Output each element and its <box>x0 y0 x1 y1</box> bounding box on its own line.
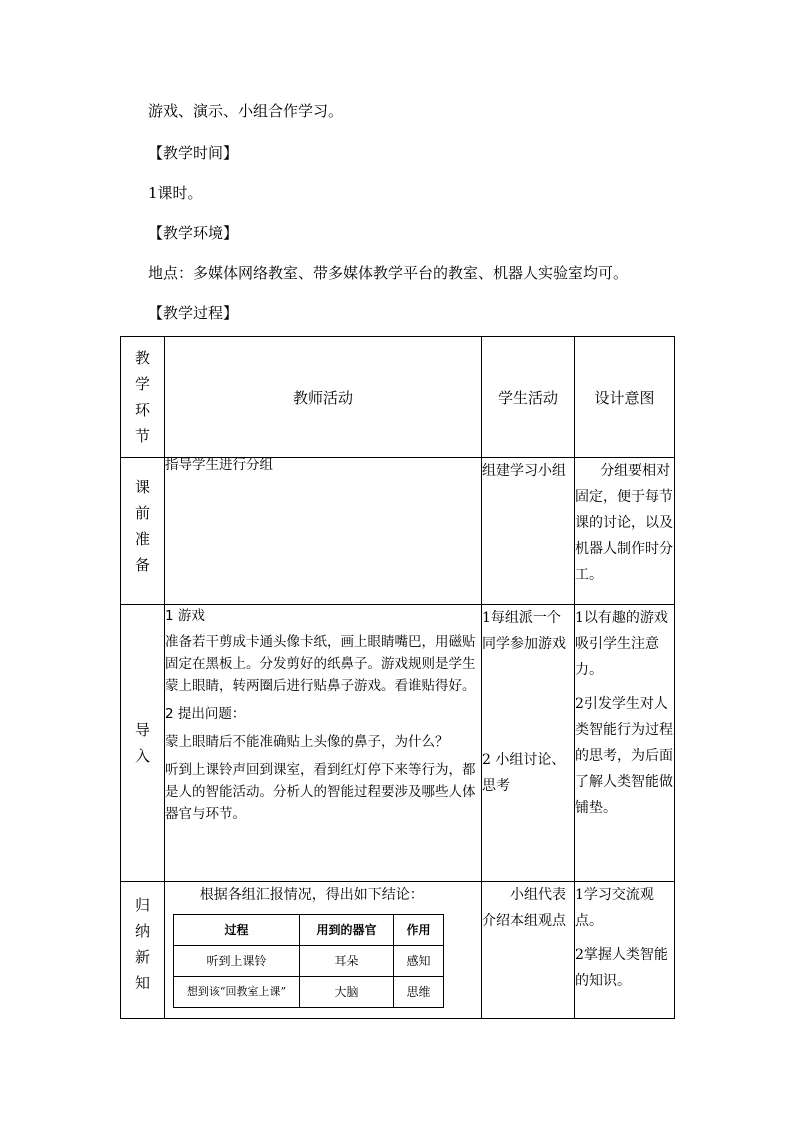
conclusion-cell: 听到上课铃 <box>174 946 300 977</box>
design-intent: 1学习交流观点。 2掌握人类智能的知识。 <box>575 882 675 1019</box>
conclusion-cell: 想到该“回教室上课” <box>174 977 300 1008</box>
stage-cell: 导 入 <box>121 605 165 882</box>
header-stage: 教 学 环 节 <box>121 337 165 458</box>
time-heading: 【教学时间】 <box>148 144 239 162</box>
conclusion-row <box>174 946 444 977</box>
header-design: 设计意图 <box>575 337 675 458</box>
teacher-activity: 指导学生进行分组 <box>165 458 482 605</box>
table-row <box>121 605 675 882</box>
design-intent: 1以有趣的游戏吸引学生注意力。 2引发学生对人类智能行为过程的思考，为后面了解人类智能做铺垫。 <box>575 605 675 882</box>
conclusion-header: 过程 <box>174 915 300 946</box>
teaching-methods: 游戏、演示、小组合作学习。 <box>148 102 344 120</box>
conclusion-cell: 耳朵 <box>300 946 394 977</box>
time-value: 1课时。 <box>148 184 203 202</box>
stage-cell: 归 纳 新 知 <box>121 882 165 1019</box>
header-teacher: 教师活动 <box>165 337 482 458</box>
teacher-activity: 根据各组汇报情况，得出如下结论： 过程 用到的器官 作用 听到上课铃 耳朵 感知 想到该“回教室上课” 大脑 思维 <box>165 882 482 1019</box>
student-activity: 1每组派一个同学参加游戏 2 小组讨论、思考 <box>482 605 575 882</box>
conclusion-cell: 思维 <box>394 977 444 1008</box>
conclusion-row <box>174 977 444 1008</box>
teaching-process-table <box>120 336 675 1019</box>
conclusion-cell: 大脑 <box>300 977 394 1008</box>
conclusion-header: 用到的器官 <box>300 915 394 946</box>
student-activity: 组建学习小组 <box>482 458 575 605</box>
stage-cell: 课 前 准 备 <box>121 458 165 605</box>
student-activity: 小组代表介绍本组观点 <box>482 882 575 1019</box>
table-header-row <box>121 337 675 458</box>
conclusion-table <box>173 914 444 1008</box>
environment-heading: 【教学环境】 <box>148 224 239 242</box>
process-heading: 【教学过程】 <box>148 304 239 322</box>
conclusion-header: 作用 <box>394 915 444 946</box>
conclusion-cell: 感知 <box>394 946 444 977</box>
table-row <box>121 458 675 605</box>
teacher-activity: 1 游戏 准备若干剪成卡通头像卡纸，画上眼睛嘴巴，用磁贴固定在黑板上。分发剪好的纸鼻子。游戏规则是学生蒙上眼睛，转两圈后进行贴鼻子游戏。看谁贴得好。 2 提出问题： 蒙上眼睛后不能准确贴上头像的鼻子，为什么？ 听到上课铃声回到课室，看到红灯停下来等行为，都是人的智能活动。分析人的智能过程要涉及哪些人体器官与环节。 <box>165 605 482 882</box>
header-student: 学生活动 <box>482 337 575 458</box>
environment-value: 地点：多媒体网络教室、带多媒体教学平台的教室、机器人实验室均可。 <box>148 264 629 282</box>
conclusion-header-row <box>174 915 444 946</box>
design-intent: 分组要相对固定，便于每节课的讨论，以及机器人制作时分工。 <box>575 458 675 605</box>
table-row <box>121 882 675 1019</box>
